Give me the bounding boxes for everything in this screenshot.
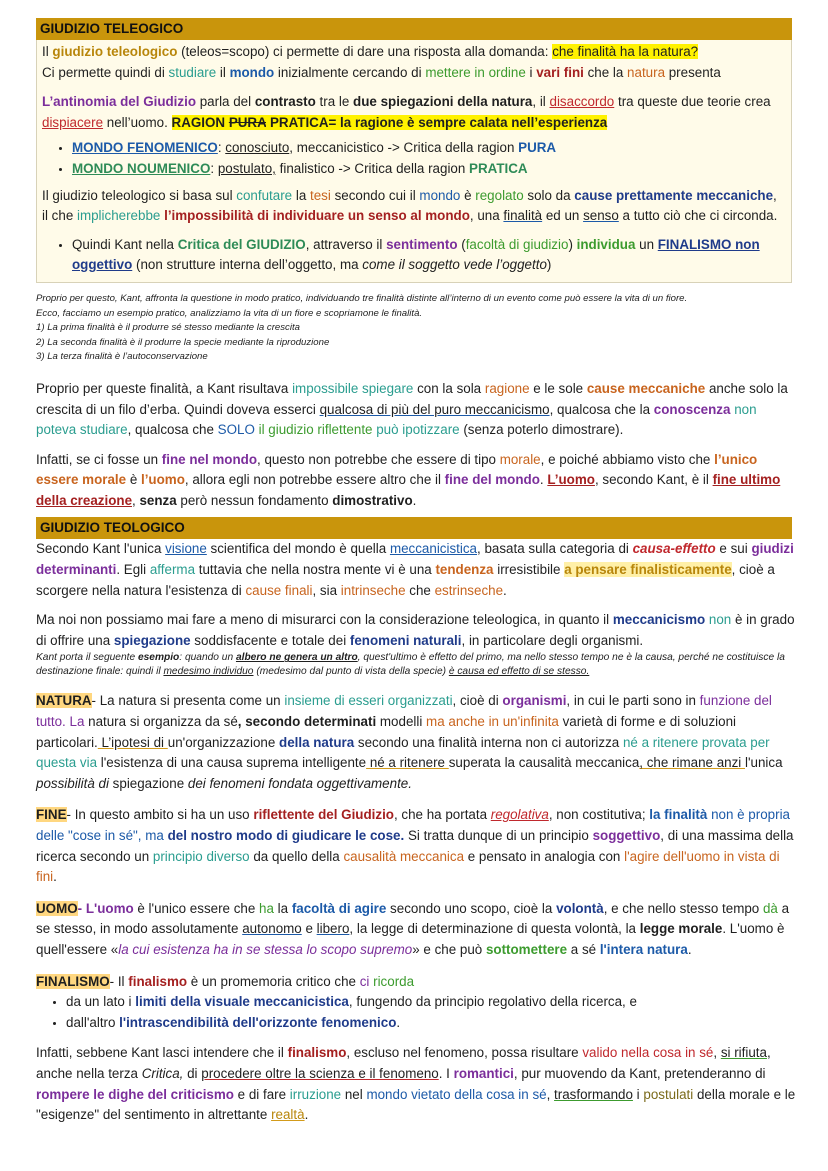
notes-block [36, 292, 796, 365]
paragraph-antinomia: L’antinomia del Giudizio parla del contrasto tra le due spiegazioni della natura, il disaccordo tra queste due teorie crea dispiacere nell’uomo. RAGION PURA PRATICA= la ragione è sempre calata nell’esperienza [42, 94, 771, 130]
example-text: Kant porta il seguente esempio: quando un albero ne genera un altro, quest'ultimo è effetto del primo, ma nello stesso tempo ne è la causa, perché ne costituisce la destinazione finale: quindi il medesimo individuo (medesimo dal punto di vista della specie) è causa ed effetto di se stesso. [36, 652, 785, 678]
list-item-noumenico: • MONDO NOUMENICO: postulato, finalistico -> Critica della ragion PRATICA [72, 159, 785, 180]
list-item-critica: • Quindi Kant nella Critica del GIUDIZIO, attraverso il sentimento (facoltà di giudizio) individua un FINALISMO non oggettivo (non strutture interna dell’oggetto, ma come il soggetto vede l’oggetto) [72, 235, 785, 276]
paragraph-visione: Secondo Kant l'unica visione scientifica del mondo è quella meccanicistica, basata sulla categoria di causa-effetto e sui giudizi determinanti. Egli afferma tuttavia che nella nostra mente vi è una tendenza irresistibile a pensare finalisticamente, cioè a scorgere nella natura l'esistenza di cause finali, sia intrinseche che estrinseche. [36, 541, 794, 598]
kant-list [42, 235, 785, 276]
note-line: 1) La prima finalità è il produrre sé stesso mediante la crescita [36, 322, 300, 334]
worlds-list [42, 138, 785, 179]
list-item-orizzonte: • dall'altro l'intrascendibilità dell'orizzonte fenomenico. [66, 1013, 796, 1034]
paragraph-natura: NATURA- La natura si presenta come un insieme di esseri organizzati, cioè di organismi, in cui le parti sono in funzione del tutto. La natura si organizza da sé, secondo determinati modelli ma anche in un'infinita varietà di forme e di soluzioni particolari. L’ipotesi di un'organizzazione della natura secondo una finalità interna non ci autorizza né a ritenere provata per questa via l'esistenza di una causa suprema intelligente né a ritenere superata la causalità meccanica, che rimane anzi l'unica possibilità di spiegazione dei fenomeni fondata oggettivamente. [36, 693, 783, 791]
paragraph-fine: FINE- In questo ambito si ha un uso riflettente del Giudizio, che ha portata regolativa, non costitutiva; la finalità non è propria delle "cose in sé", ma del nostro modo di giudicare le cose. Si tratta dunque di un principio soggettivo, di una massima della ricerca secondo un principio diverso da quello della causalità meccanica e pensato in analogia con l'agire dell'uomo in vista di fini. [36, 807, 794, 885]
list-item-fenomenico: • MONDO FENOMENICO: conosciuto, meccanicistico -> Critica della ragion PURA [72, 138, 785, 159]
finalismo-list [36, 992, 796, 1033]
paragraph-intro: Il giudizio teleologico (teleos=scopo) ci permette di dare una risposta alla domanda: che finalità ha la natura? [42, 44, 699, 59]
section-header-teologico: GIUDIZIO TEOLOGICO [36, 517, 792, 539]
paragraph-romantici: Infatti, sebbene Kant lasci intendere che il finalismo, escluso nel fenomeno, possa risultare valido nella cosa in sé, si rifiuta, anche nella terza Critica, di procedere oltre la scienza e il fenomeno. I romantici, pur muovendo da Kant, pretenderanno di rompere le dighe del criticismo e di fare irruzione nel mondo vietato della cosa in sé, trasformando i postulati della morale e le "esigenze" del sentimento in altrettante realtà. [36, 1045, 796, 1123]
highlight-box [36, 40, 792, 283]
example-block [36, 651, 796, 679]
paragraph-meccanicismo: Ma noi non possiamo mai fare a meno di misurarci con la considerazione teleologica, in quanto il meccanicismo non è in grado di offrire una spiegazione soddisfacente e totale dei fenomeni naturali, in particolare degli organismi. [36, 612, 795, 648]
note-line: 2) La seconda finalità è il produrre la specie mediante la riproduzione [36, 336, 330, 348]
note-line: Proprio per questo, Kant, affronta la questione in modo pratico, individuando tre finalità distinte all’interno di un evento come può essere la vita di un fiore. [36, 292, 688, 304]
note-line: Ecco, facciamo un esempio pratico, analizziamo la vita di un fiore e scopriamone le finalità. [36, 307, 423, 319]
section-header-teleologico: GIUDIZIO TELEOGICO [36, 18, 792, 40]
paragraph-finalita: Proprio per queste finalità, a Kant risultava impossibile spiegare con la sola ragione e le sole cause meccaniche anche solo la crescita di un filo d’erba. Quindi doveva esserci qualcosa di più del puro meccanicismo, qualcosa che la conoscenza non poteva studiare, qualcosa che SOLO il giudizio riflettente può ipotizzare (senza poterlo dimostrare). [36, 380, 788, 438]
list-item-limiti: • da un lato i limiti della visuale meccanicistica, fungendo da principio regolativo della ricerca, e [66, 992, 796, 1013]
paragraph-uomo: UOMO- L'uomo è l'unico essere che ha la facoltà di agire secondo uno scopo, cioè la volontà, e che nello stesso tempo dà a se stesso, in modo assolutamente autonomo e libero, la legge di determinazione di questa volontà, la legge morale. L'uomo è quell'essere «la cui esistenza ha in se stessa lo scopo supremo» e che può sottomettere a sé l'intera natura. [36, 900, 790, 957]
paragraph-finalismo: FINALISMO- Il finalismo è un promemoria critico che ci ricorda [36, 973, 415, 989]
note-line: 3) La terza finalità è l’autoconservazione [36, 351, 208, 363]
paragraph-confutare: Il giudizio teleologico si basa sul confutare la tesi secondo cui il mondo è regolato solo da cause prettamente meccaniche, il che implicherebbe l’impossibilità di individuare un senso al mondo, una finalità ed un senso a tutto ciò che ci circonda. [42, 187, 778, 224]
paragraph-fine-mondo: Infatti, se ci fosse un fine nel mondo, questo non potrebbe che essere di tipo morale, e poiché abbiamo visto che l’unico essere morale è l’uomo, allora egli non potrebbe essere altro che il fine del mondo. L’uomo, secondo Kant, è il fine ultimo della creazione, senza però nessun fondamento dimostrativo. [36, 451, 781, 508]
paragraph-study: Ci permette quindi di studiare il mondo inizialmente cercando di mettere in ordine i vari fini che la natura presenta [42, 64, 721, 80]
